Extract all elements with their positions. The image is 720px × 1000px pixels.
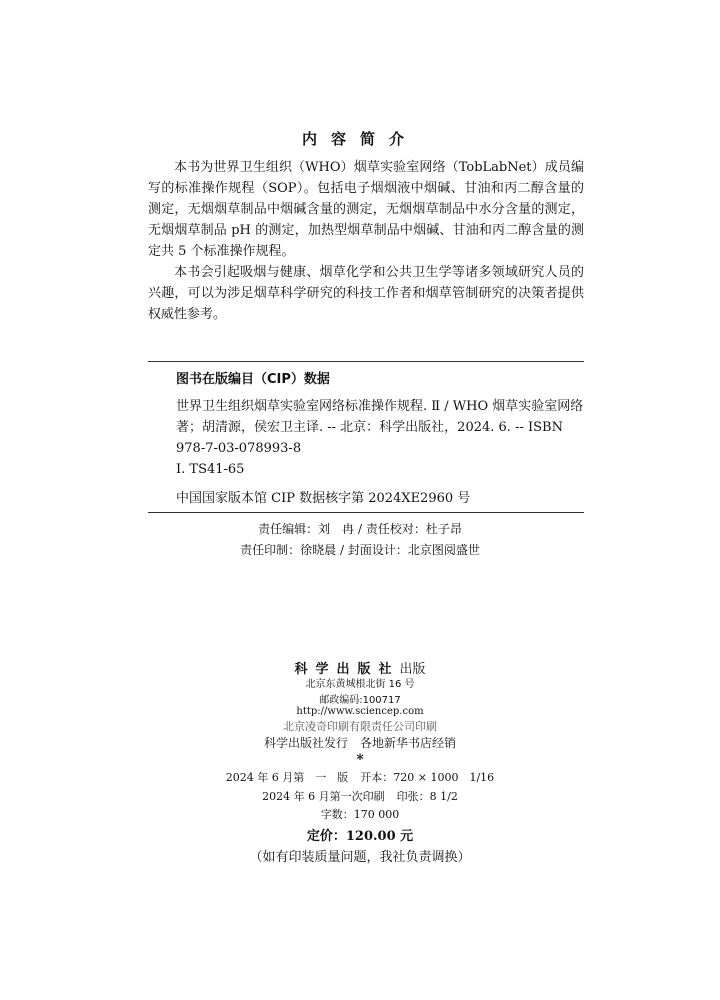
- publisher-postcode: 邮政编码:100717: [319, 695, 401, 706]
- printing-line: [0, 788, 720, 804]
- edition-date: 2024 年 6 月第 一 版: [225, 771, 349, 784]
- publisher-suffix: 出版: [399, 662, 426, 677]
- intro-paragraph-1: 本书为世界卫生组织（WHO）烟草实验室网络（TobLabNet）成员编写的标准操作规程（SOP）。包括电子烟烟液中烟碱、甘油和丙二醇含量的测定，无烟烟草制品中烟碱含量的测定，无烟烟草制品中水分含量的测定，无烟烟草制品 pH 的测定，加热型烟草制品中烟碱、甘油和丙二醇含量的测定共 5 个标准操作规程。: [148, 160, 584, 259]
- top-divider: [148, 361, 584, 362]
- publisher-url: http://www.sciencep.com: [296, 706, 424, 717]
- edition-line: [0, 769, 720, 785]
- distributor-line: 科学出版社发行 各地新华书店经销: [263, 736, 456, 750]
- cip-classification: Ⅰ. TS41-65: [176, 462, 245, 477]
- separator-star: *: [356, 752, 364, 768]
- publisher-logo-text: 科学出版社: [294, 662, 400, 677]
- book-introduction: [148, 157, 584, 325]
- printing-date: 2024 年 6 月第一次印刷: [262, 790, 385, 803]
- section-title: 内容简介: [301, 130, 418, 148]
- publisher-address: 北京东黄城根北街 16 号: [305, 679, 415, 690]
- quality-note: （如有印装质量问题，我社负责调换）: [249, 850, 471, 865]
- word-count: 字数：170 000: [320, 808, 400, 821]
- cip-entry-text: 世界卫生组织烟草实验室网络标准操作规程. Ⅱ / WHO 烟草实验室网络著；胡清源，侯宏卫主译. -- 北京：科学出版社，2024. 6. -- ISBN 978-7-03-078993-8: [176, 399, 584, 456]
- cip-number: 中国国家版本馆 CIP 数据核字第 2024XE2960 号: [176, 491, 471, 506]
- production-credits: 责任印制：徐晓晨 / 封面设计：北京图阅盛世: [240, 543, 480, 557]
- cip-heading: 图书在版编目（CIP）数据: [176, 372, 330, 387]
- price: 定价：120.00 元: [306, 829, 414, 844]
- sheets-info: 印张：8 1/2: [396, 790, 458, 803]
- editor-credits: 责任编辑：刘 冉 / 责任校对：杜子昂: [258, 522, 462, 536]
- intro-paragraph-2: 本书会引起吸烟与健康、烟草化学和公共卫生学等诸多领域研究人员的兴趣，可以为涉足烟草科学研究的科技工作者和烟草管制研究的决策者提供权威性参考。: [148, 265, 584, 322]
- bottom-divider: [148, 512, 584, 513]
- cip-entry: [176, 396, 584, 459]
- printer-line: 北京凌奇印刷有限责任公司印刷: [283, 720, 437, 733]
- format-info: 开本：720 × 1000 1/16: [360, 771, 495, 784]
